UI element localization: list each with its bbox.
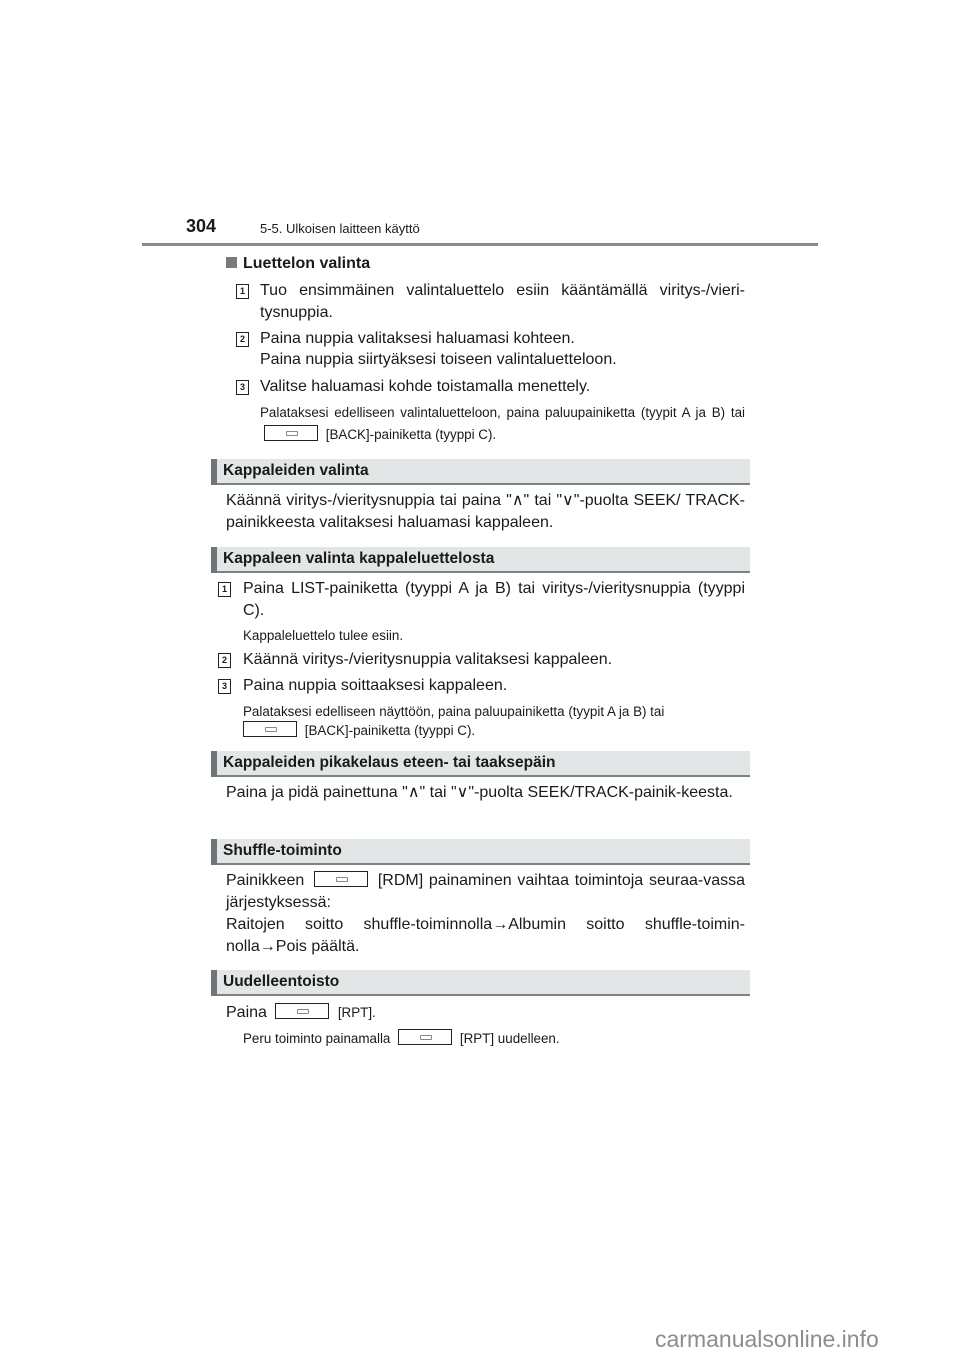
section-heading: Kappaleiden pikakelaus eteen- tai taaksepäin: [211, 751, 750, 777]
paragraph: Paina [RPT].: [226, 1004, 376, 1021]
section-heading: Shuffle-toiminto: [211, 839, 750, 865]
paragraph: Painikkeen [RDM] painaminen vaihtaa toimintoja seuraa-vassa järjestyksessä:: [226, 872, 746, 911]
note: Peru toiminto painamalla [RPT] uudelleen.: [243, 1031, 560, 1046]
step-number-2: 2: [236, 332, 249, 347]
paragraph: Paina ja pidä painettuna "∧" tai "∨"-puolta SEEK/TRACK-painik-keesta.: [226, 784, 733, 801]
step-text: Tuo ensimmäinen valintaluettelo esiin kääntämällä viritys-/vieri-tysnuppia.: [260, 282, 745, 321]
paragraph: Raitojen soitto shuffle-toiminnolla→Albumin soitto shuffle-toimin-nolla→Pois päältä.: [226, 916, 745, 955]
subsection-title: [226, 253, 370, 275]
step-number-2: 2: [218, 653, 231, 668]
step-number-3: 3: [218, 679, 231, 694]
note: Kappaleluettelo tulee esiin.: [243, 628, 404, 643]
page-number: 304: [186, 216, 217, 236]
step-text: Paina nuppia valitaksesi haluamasi kohteen.: [260, 330, 575, 347]
step-text: Valitse haluamasi kohde toistamalla menettely.: [260, 378, 591, 395]
step-text: Paina nuppia soittaaksesi kappaleen.: [243, 677, 508, 694]
note: Palataksesi edelliseen näyttöön, paina paluupainiketta (tyypit A ja B) tai [BACK]-painiketta (tyyppi C).: [243, 704, 665, 738]
square-bullet-icon: [226, 257, 237, 268]
rpt-button-icon: [398, 1029, 452, 1045]
step-number-3: 3: [236, 380, 249, 395]
back-button-icon: [243, 721, 297, 737]
step-text: Paina nuppia siirtyäksesi toiseen valintaluetteloon.: [260, 351, 617, 368]
step-text: Paina LIST-painiketta (tyyppi A ja B) tai viritys-/vieritysnuppia (tyyppi C).: [243, 580, 745, 619]
step-number-1: 1: [236, 284, 249, 299]
section-heading: Kappaleen valinta kappaleluettelosta: [211, 547, 750, 573]
step-number-1: 1: [218, 582, 231, 597]
back-button-icon: [264, 425, 318, 441]
section-heading: Kappaleiden valinta: [211, 459, 750, 485]
rpt-button-icon: [275, 1003, 329, 1019]
rdm-button-icon: [314, 871, 368, 887]
step-text: Käännä viritys-/vieritysnuppia valitaksesi kappaleen.: [243, 651, 613, 668]
watermark: carmanualsonline.info: [655, 1326, 879, 1352]
subsection-title-text: Luettelon valinta: [243, 255, 371, 272]
section-heading: Uudelleentoisto: [211, 970, 750, 996]
note: Palataksesi edelliseen valintaluetteloon, paina paluupainiketta (tyypit A ja B) tai [BACK]-painiketta (tyyppi C).: [260, 405, 745, 442]
paragraph: Käännä viritys-/vieritysnuppia tai paina "∧" tai "∨"-puolta SEEK/ TRACK-painikkeesta valitaksesi haluamasi kappaleen.: [226, 492, 745, 531]
header-rule: [142, 243, 818, 246]
chapter-title: 5-5. Ulkoisen laitteen käyttö: [260, 221, 420, 236]
